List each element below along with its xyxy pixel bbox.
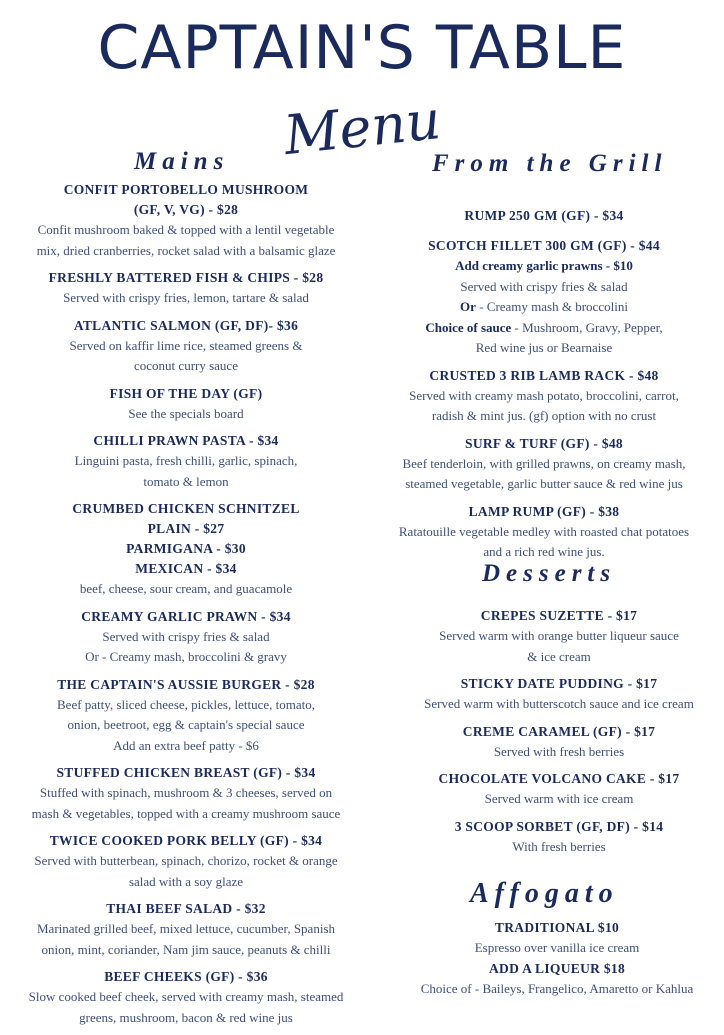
menu-item <box>8 675 364 757</box>
item-description: Add an extra beef patty - $6 <box>113 737 259 753</box>
item-name: 3 SCOOP SORBET (GF, DF) - $14 <box>454 818 664 834</box>
item-description: With fresh berries <box>512 838 606 854</box>
or-label: Or <box>460 299 476 314</box>
item-description: Served on kaffir lime rice, steamed greens & <box>69 337 303 353</box>
menu-item <box>8 384 364 425</box>
item-name: CONFIT PORTOBELLO MUSHROOM <box>63 182 309 197</box>
item-description: Served with creamy mash potato, broccolini, carrot, <box>409 387 679 403</box>
item-description: Espresso over vanilla ice cream <box>474 940 640 955</box>
section-heading-affogato: Affogato <box>470 878 619 909</box>
page-title: CAPTAIN'S TABLE <box>97 13 627 83</box>
item-name: TRADITIONAL $10 <box>494 920 620 935</box>
menu-item <box>370 366 718 427</box>
item-description: Marinated grilled beef, mixed lettuce, cucumber, Spanish <box>36 921 336 936</box>
item-description: mix, dried cranberries, rocket salad with a balsamic glaze <box>36 242 336 258</box>
item-description: Beef patty, sliced cheese, pickles, lettuce, tomato, <box>57 696 315 712</box>
item-description: Red wine jus or Bearnaise <box>475 340 613 355</box>
section-heading-grill: From the Grill <box>432 150 668 177</box>
item-description: Slow cooked beef cheek, served with creamy mash, steamed <box>28 989 344 1004</box>
item-name: CREAMY GARLIC PRAWN - $34 <box>81 608 291 624</box>
item-description: tomato & lemon <box>143 473 229 489</box>
item-description: Linguini pasta, fresh chilli, garlic, spinach, <box>74 453 298 468</box>
menu-item-schnitzel <box>8 499 364 600</box>
item-description: Ratatouille vegetable medley with roasted chat potatoes <box>398 523 690 539</box>
item-description: See the specials board <box>128 405 244 421</box>
item-name: STUFFED CHICKEN BREAST (GF) - $34 <box>56 765 316 780</box>
menu-item <box>396 722 722 763</box>
schnitzel-option: PLAIN - $27 <box>147 521 225 536</box>
item-name: CHILLI PRAWN PASTA - $34 <box>93 433 279 448</box>
menu-item <box>8 431 364 492</box>
schnitzel-option: MEXICAN - $34 <box>135 561 237 576</box>
menu-item <box>396 769 722 810</box>
item-description: & ice cream <box>527 648 591 664</box>
grill-addon: Add creamy garlic prawns - $10 <box>455 258 633 273</box>
item-description: Choice of - Baileys, Frangelico, Amaretto or Kahlua <box>420 980 694 996</box>
or-text: - Creamy mash & broccolini <box>475 299 628 314</box>
item-description <box>370 297 718 318</box>
item-description: Served with crispy fries, lemon, tartare & salad <box>63 290 309 305</box>
item-name-line2: (GF, V, VG) - $28 <box>133 202 239 217</box>
item-name: BEEF CHEEKS (GF) - $36 <box>104 969 268 984</box>
section-heading-mains: Mains <box>134 148 230 175</box>
item-description: Served warm with butterscotch sauce and ice cream <box>424 696 694 711</box>
item-name: CHOCOLATE VOLCANO CAKE - $17 <box>438 771 680 786</box>
item-description: coconut curry sauce <box>134 358 238 373</box>
item-description: beef, cheese, sour cream, and guacamole <box>79 581 293 596</box>
item-name: CREPES SUZETTE - $17 <box>480 608 638 623</box>
item-description: Stuffed with spinach, mushroom & 3 cheeses, served on <box>39 785 333 800</box>
item-description: mash & vegetables, topped with a creamy mushroom sauce <box>31 805 341 821</box>
item-name: SCOTCH FILLET 300 GM (GF) - $44 <box>428 238 660 253</box>
sauce-text: - Mushroom, Gravy, Pepper, <box>511 319 663 335</box>
item-description: greens, mushroom, bacon & red wine jus <box>79 1009 293 1025</box>
item-name: STICKY DATE PUDDING - $17 <box>460 676 658 691</box>
item-name: ADD A LIQUEUR $18 <box>489 960 625 976</box>
menu-item <box>8 268 364 309</box>
menu-item <box>370 502 718 563</box>
menu-item <box>8 316 364 377</box>
item-description: Served warm with orange butter liqueur sauce <box>439 628 679 643</box>
item-description: radish & mint jus. (gf) option with no crust <box>431 408 657 423</box>
item-name: LAMP RUMP (GF) - $38 <box>468 503 620 519</box>
item-name: THAI BEEF SALAD - $32 <box>106 901 266 916</box>
menu-script-heading: Menu <box>281 87 444 168</box>
item-name: CRUMBED CHICKEN SCHNITZEL <box>72 501 300 516</box>
menu-item <box>8 763 364 824</box>
menu-item <box>8 180 364 261</box>
grill-column <box>370 206 718 570</box>
item-description: onion, beetroot, egg & captain's special sauce <box>67 717 305 732</box>
item-name: CRUSTED 3 RIB LAMB RACK - $48 <box>429 367 659 383</box>
menu-item <box>370 206 718 226</box>
menu-item <box>8 607 364 668</box>
item-description <box>370 318 718 339</box>
item-name: ATLANTIC SALMON (GF, DF)- $36 <box>73 317 299 333</box>
item-description: onion, mint, coriander, Nam jim sauce, peanuts & chilli <box>41 941 331 957</box>
item-description: Confit mushroom baked & topped with a lentil vegetable <box>37 222 335 237</box>
sauce-label: Choice of sauce <box>425 319 512 335</box>
item-description: Beef tenderloin, with grilled prawns, on creamy mash, <box>402 455 686 471</box>
item-description: and a rich red wine jus. <box>483 544 605 559</box>
menu-item <box>396 674 722 715</box>
section-heading-desserts: Desserts <box>482 560 617 587</box>
affogato-column <box>392 918 722 999</box>
schnitzel-option: PARMIGANA - $30 <box>126 541 246 556</box>
menu-item <box>396 606 722 667</box>
item-description: Served with fresh berries <box>493 743 625 759</box>
menu-item <box>370 236 718 359</box>
mains-column <box>8 180 364 1035</box>
menu-item <box>8 967 364 1028</box>
menu-item <box>8 899 364 960</box>
item-description: Served with crispy fries & salad <box>460 278 628 294</box>
menu-item <box>8 831 364 892</box>
item-name: THE CAPTAIN'S AUSSIE BURGER - $28 <box>57 676 315 692</box>
item-description: steamed vegetable, garlic butter sauce & red wine jus <box>405 476 683 491</box>
item-name: SURF & TURF (GF) - $48 <box>465 435 623 451</box>
item-name: TWICE COOKED PORK BELLY (GF) - $34 <box>49 833 323 848</box>
item-name: CREME CARAMEL (GF) - $17 <box>462 723 656 739</box>
item-description: Served warm with ice cream <box>484 791 634 806</box>
item-description: Served with butterbean, spinach, chorizo, rocket & orange <box>34 853 338 868</box>
menu-item <box>396 817 722 858</box>
item-description: salad with a soy glaze <box>128 873 244 889</box>
desserts-column <box>396 606 722 864</box>
item-name: RUMP 250 GM (GF) - $34 <box>464 208 624 223</box>
item-description: Served with crispy fries & salad <box>102 628 270 644</box>
item-name: FISH OF THE DAY (GF) <box>109 385 263 401</box>
menu-item <box>370 434 718 495</box>
item-description: Or - Creamy mash, broccolini & gravy <box>85 649 287 664</box>
item-name: FRESHLY BATTERED FISH & CHIPS - $28 <box>48 270 324 285</box>
